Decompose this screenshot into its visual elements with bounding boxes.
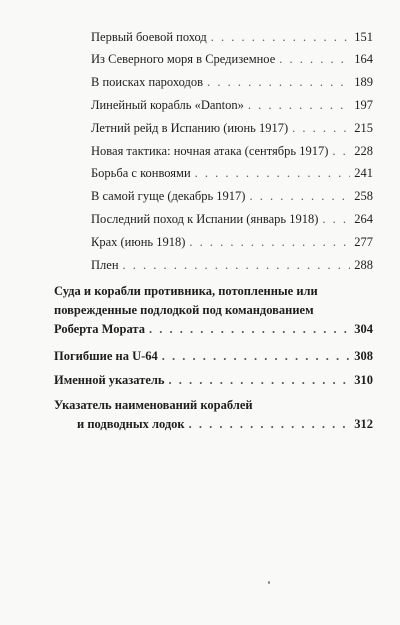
toc-section-title-line: Роберта Мората bbox=[54, 322, 145, 336]
toc-section-title-line: Указатель наименований кораблей bbox=[54, 398, 253, 412]
toc-section-ship-index[interactable] bbox=[54, 396, 373, 434]
toc-entry[interactable] bbox=[91, 121, 373, 136]
print-speck bbox=[268, 581, 270, 584]
dot-leader bbox=[249, 189, 350, 204]
toc-entry[interactable] bbox=[91, 144, 373, 159]
toc-entry[interactable] bbox=[91, 189, 373, 204]
toc-section-title-line: и подводных лодок bbox=[77, 417, 185, 431]
toc-entry-title: Летний рейд в Испанию (июнь 1917) bbox=[91, 121, 289, 135]
dot-leader bbox=[292, 121, 350, 136]
toc-entry[interactable] bbox=[91, 30, 373, 45]
dot-leader bbox=[332, 144, 350, 159]
toc-entry[interactable] bbox=[91, 98, 373, 113]
toc-entry[interactable] bbox=[91, 258, 373, 273]
toc-entry-title: В поисках пароходов bbox=[91, 75, 204, 89]
toc-entry-title: Крах (июнь 1918) bbox=[91, 235, 186, 249]
toc-entry-title: В самой гуще (декабрь 1917) bbox=[91, 189, 246, 203]
dot-leader bbox=[322, 212, 350, 227]
toc-entry-page: 288 bbox=[354, 258, 373, 272]
toc-section-title: Погибшие на U-64 bbox=[54, 349, 158, 363]
dot-leader bbox=[211, 30, 350, 45]
toc-section-lost-on-u64[interactable] bbox=[54, 349, 373, 364]
toc-entry-page: 277 bbox=[354, 235, 373, 249]
dot-leader bbox=[189, 235, 350, 250]
toc-entry-page: 228 bbox=[354, 144, 373, 158]
toc-entry-page: 215 bbox=[354, 121, 373, 135]
dot-leader bbox=[279, 52, 350, 67]
toc-entry[interactable] bbox=[91, 212, 373, 227]
dot-leader bbox=[189, 415, 351, 434]
dot-leader bbox=[248, 98, 350, 113]
toc-section-last-line bbox=[77, 415, 373, 434]
toc-entry-page: 304 bbox=[354, 322, 373, 336]
toc-entry-page: 241 bbox=[354, 166, 373, 180]
toc-entry-title: Первый боевой поход bbox=[91, 30, 207, 44]
toc-entry-page: 258 bbox=[354, 189, 373, 203]
dot-leader bbox=[195, 166, 351, 181]
toc-entry-title: Из Северного моря в Средиземное bbox=[91, 52, 276, 66]
toc-entry-title: Плен bbox=[91, 258, 119, 272]
toc-entry-page: 151 bbox=[354, 30, 373, 44]
dot-leader bbox=[207, 75, 350, 90]
toc-entry[interactable] bbox=[91, 52, 373, 67]
toc-section-title-line: Суда и корабли противника, потопленные или bbox=[54, 284, 318, 298]
toc-entry-page: 197 bbox=[354, 98, 373, 112]
dot-leader bbox=[123, 258, 351, 273]
toc-entry-title: Линейный корабль «Danton» bbox=[91, 98, 244, 112]
toc-entry[interactable] bbox=[91, 75, 373, 90]
toc-entry[interactable] bbox=[91, 166, 373, 181]
dot-leader bbox=[162, 349, 350, 364]
toc-section-last-line bbox=[54, 320, 373, 339]
toc-section-ships-sunk[interactable] bbox=[54, 282, 373, 339]
toc-entry-title: Последний поход к Испании (январь 1918) bbox=[91, 212, 319, 226]
toc-entry-title: Борьба с конвоями bbox=[91, 166, 191, 180]
toc-entry-page: 164 bbox=[354, 52, 373, 66]
toc-section-name-index[interactable] bbox=[54, 373, 373, 388]
toc-entry-page: 264 bbox=[354, 212, 373, 226]
toc-entry-page: 308 bbox=[354, 349, 373, 363]
toc-entry[interactable] bbox=[91, 235, 373, 250]
toc-entry-title: Новая тактика: ночная атака (сентябрь 1917) bbox=[91, 144, 329, 158]
dot-leader bbox=[149, 320, 350, 339]
toc-entry-page: 189 bbox=[354, 75, 373, 89]
toc-section-title-line: поврежденные подлодкой под командованием bbox=[54, 303, 314, 317]
toc-section-title: Именной указатель bbox=[54, 373, 165, 387]
toc-entry-page: 310 bbox=[354, 373, 373, 387]
dot-leader bbox=[169, 373, 351, 388]
toc-entry-page: 312 bbox=[354, 417, 373, 431]
